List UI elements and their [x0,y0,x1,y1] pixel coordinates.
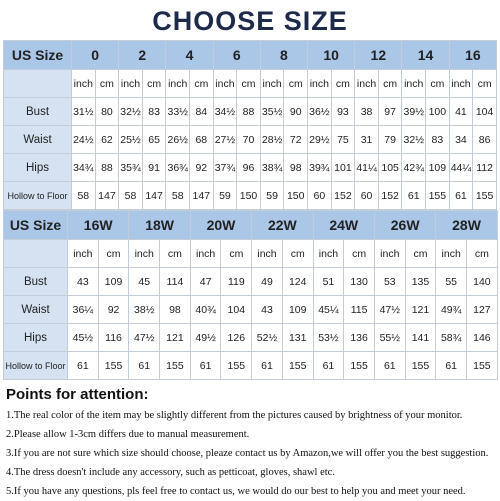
inch-value: 33½ [166,98,190,126]
unit-inch: inch [72,70,96,98]
inch-value: 43 [252,296,283,324]
unit-inch: inch [166,70,190,98]
note-item: 5.If you have any questions, pls feel free to contact us, we would do our best to help you and meet your need. [6,486,466,497]
cm-value: 93 [331,98,355,126]
unit-cm: cm [284,70,308,98]
inch-value: 32½ [402,126,426,154]
unit-inch: inch [308,70,332,98]
unit-cm: cm [142,70,166,98]
size-header: 0 [72,41,119,70]
cm-value: 70 [237,126,261,154]
cm-value: 130 [344,268,375,296]
cm-value: 97 [378,98,402,126]
cm-value: 88 [237,98,261,126]
note-item: 2.Please allow 1-3cm differs due to manual measurement. [6,429,250,440]
inch-value: 52½ [252,324,283,352]
cm-value: 147 [190,182,214,210]
size-header: 10 [308,41,355,70]
size-header: 28W [436,211,497,240]
inch-value: 53 [374,268,405,296]
cm-value: 83 [142,98,166,126]
inch-value: 25½ [119,126,143,154]
note-item: 1.The real color of the item may be slightly different from the pictures caused by brightness of your monitor. [6,410,463,421]
inch-value: 59 [213,182,237,210]
unit-inch: inch [190,240,221,268]
inch-value: 34½ [213,98,237,126]
inch-value: 34 [449,126,473,154]
inch-value: 43 [68,268,99,296]
cm-value: 152 [331,182,355,210]
inch-value: 47½ [129,324,160,352]
cm-value: 75 [331,126,355,154]
measure-row-label: Hips [4,154,72,182]
cm-value: 83 [426,126,450,154]
cm-value: 155 [160,352,191,380]
inch-value: 53½ [313,324,344,352]
size-header: 8 [260,41,307,70]
cm-value: 109 [426,154,450,182]
cm-value: 68 [190,126,214,154]
note-item: 3.If you are not sure which size should choose, pleaze contact us by Amazon,we will offer you the best suggestion. [6,448,489,459]
size-header-corner: US Size [4,211,68,240]
unit-inch: inch [313,240,344,268]
cm-value: 155 [426,182,450,210]
cm-value: 119 [221,268,252,296]
inch-value: 55 [436,268,467,296]
cm-value: 100 [426,98,450,126]
cm-value: 146 [467,324,498,352]
inch-value: 35¾ [119,154,143,182]
inch-value: 61 [449,182,473,210]
cm-value: 104 [473,98,497,126]
size-header: 18W [129,211,190,240]
size-header: 14 [402,41,449,70]
title-banner [0,2,500,40]
size-header: 6 [213,41,260,70]
cm-value: 88 [95,154,119,182]
cm-value: 150 [284,182,308,210]
unit-cm: cm [98,240,129,268]
inch-value: 24½ [72,126,96,154]
inch-value: 40¾ [190,296,221,324]
cm-value: 86 [473,126,497,154]
cm-value: 155 [282,352,313,380]
cm-value: 105 [378,154,402,182]
cm-value: 121 [405,296,436,324]
inch-value: 61 [313,352,344,380]
inch-value: 60 [355,182,379,210]
note-item: 4.The dress doesn't include any accessory, such as petticoat, gloves, shawl etc. [6,467,335,478]
unit-cm: cm [95,70,119,98]
unit-cm: cm [405,240,436,268]
inch-value: 39½ [402,98,426,126]
measure-row-label: Hollow to Floor [4,182,72,210]
cm-value: 65 [142,126,166,154]
inch-value: 49¾ [436,296,467,324]
cm-value: 155 [98,352,129,380]
cm-value: 80 [95,98,119,126]
size-header: 16W [68,211,129,240]
inch-value: 36¼ [68,296,99,324]
inch-value: 55½ [374,324,405,352]
cm-value: 121 [160,324,191,352]
unit-cm: cm [282,240,313,268]
inch-value: 32½ [119,98,143,126]
size-table-standard [3,40,497,210]
cm-value: 126 [221,324,252,352]
inch-value: 41¼ [355,154,379,182]
cm-value: 91 [142,154,166,182]
unit-row-label [4,70,72,98]
inch-value: 41 [449,98,473,126]
inch-value: 61 [402,182,426,210]
measure-row-label: Bust [4,98,72,126]
cm-value: 155 [344,352,375,380]
unit-cm: cm [467,240,498,268]
inch-value: 61 [190,352,221,380]
size-header: 20W [190,211,251,240]
cm-value: 84 [190,98,214,126]
cm-value: 131 [282,324,313,352]
size-header: 4 [166,41,213,70]
cm-value: 147 [142,182,166,210]
size-header: 16 [449,41,496,70]
inch-value: 35½ [260,98,284,126]
unit-inch: inch [68,240,99,268]
inch-value: 37¾ [213,154,237,182]
size-header: 22W [252,211,313,240]
cm-value: 127 [467,296,498,324]
unit-inch: inch [252,240,283,268]
cm-value: 90 [284,98,308,126]
unit-cm: cm [378,70,402,98]
measure-row-label: Hips [4,324,68,352]
inch-value: 38 [355,98,379,126]
inch-value: 61 [374,352,405,380]
cm-value: 62 [95,126,119,154]
unit-cm: cm [473,70,497,98]
cm-value: 79 [378,126,402,154]
size-header: 12 [355,41,402,70]
page-title: CHOOSE SIZE [152,5,348,36]
unit-inch: inch [213,70,237,98]
unit-inch: inch [449,70,473,98]
cm-value: 155 [221,352,252,380]
unit-inch: inch [355,70,379,98]
inch-value: 31½ [72,98,96,126]
inch-value: 59 [260,182,284,210]
measure-row-label: Hollow to Floor [4,352,68,380]
inch-value: 34¾ [72,154,96,182]
cm-value: 141 [405,324,436,352]
inch-value: 45¼ [313,296,344,324]
unit-inch: inch [436,240,467,268]
unit-cm: cm [331,70,355,98]
cm-value: 109 [98,268,129,296]
inch-value: 31 [355,126,379,154]
inch-value: 45½ [68,324,99,352]
cm-value: 114 [160,268,191,296]
unit-cm: cm [237,70,261,98]
cm-value: 98 [284,154,308,182]
measure-row-label: Waist [4,296,68,324]
inch-value: 36¾ [166,154,190,182]
inch-value: 44¼ [449,154,473,182]
inch-value: 28½ [260,126,284,154]
cm-value: 98 [160,296,191,324]
unit-inch: inch [260,70,284,98]
inch-value: 58 [119,182,143,210]
inch-value: 49 [252,268,283,296]
size-header: 26W [374,211,435,240]
cm-value: 115 [344,296,375,324]
inch-value: 47 [190,268,221,296]
unit-cm: cm [221,240,252,268]
inch-value: 51 [313,268,344,296]
inch-value: 38¾ [260,154,284,182]
unit-inch: inch [402,70,426,98]
inch-value: 39¾ [308,154,332,182]
notes-heading: Points for attention: [6,386,149,403]
unit-row-label [4,240,68,268]
measure-row-label: Waist [4,126,72,154]
cm-value: 96 [237,154,261,182]
unit-inch: inch [374,240,405,268]
cm-value: 135 [405,268,436,296]
inch-value: 27½ [213,126,237,154]
inch-value: 36½ [308,98,332,126]
cm-value: 140 [467,268,498,296]
cm-value: 155 [467,352,498,380]
inch-value: 26½ [166,126,190,154]
inch-value: 58 [72,182,96,210]
inch-value: 58 [166,182,190,210]
cm-value: 92 [190,154,214,182]
cm-value: 124 [282,268,313,296]
cm-value: 152 [378,182,402,210]
cm-value: 109 [282,296,313,324]
inch-value: 61 [252,352,283,380]
size-header-corner: US Size [4,41,72,70]
size-header: 2 [119,41,166,70]
inch-value: 38½ [129,296,160,324]
inch-value: 49½ [190,324,221,352]
inch-value: 60 [308,182,332,210]
cm-value: 147 [95,182,119,210]
inch-value: 58¾ [436,324,467,352]
cm-value: 104 [221,296,252,324]
inch-value: 29½ [308,126,332,154]
unit-inch: inch [119,70,143,98]
cm-value: 112 [473,154,497,182]
unit-cm: cm [344,240,375,268]
cm-value: 155 [473,182,497,210]
inch-value: 47½ [374,296,405,324]
unit-cm: cm [426,70,450,98]
unit-inch: inch [129,240,160,268]
unit-cm: cm [190,70,214,98]
notes-section [6,386,496,501]
cm-value: 150 [237,182,261,210]
cm-value: 136 [344,324,375,352]
inch-value: 61 [436,352,467,380]
size-header: 24W [313,211,374,240]
cm-value: 116 [98,324,129,352]
inch-value: 42¾ [402,154,426,182]
cm-value: 72 [284,126,308,154]
inch-value: 61 [68,352,99,380]
measure-row-label: Bust [4,268,68,296]
size-table-plus [3,210,498,380]
cm-value: 101 [331,154,355,182]
inch-value: 61 [129,352,160,380]
unit-cm: cm [160,240,191,268]
inch-value: 45 [129,268,160,296]
cm-value: 155 [405,352,436,380]
cm-value: 92 [98,296,129,324]
